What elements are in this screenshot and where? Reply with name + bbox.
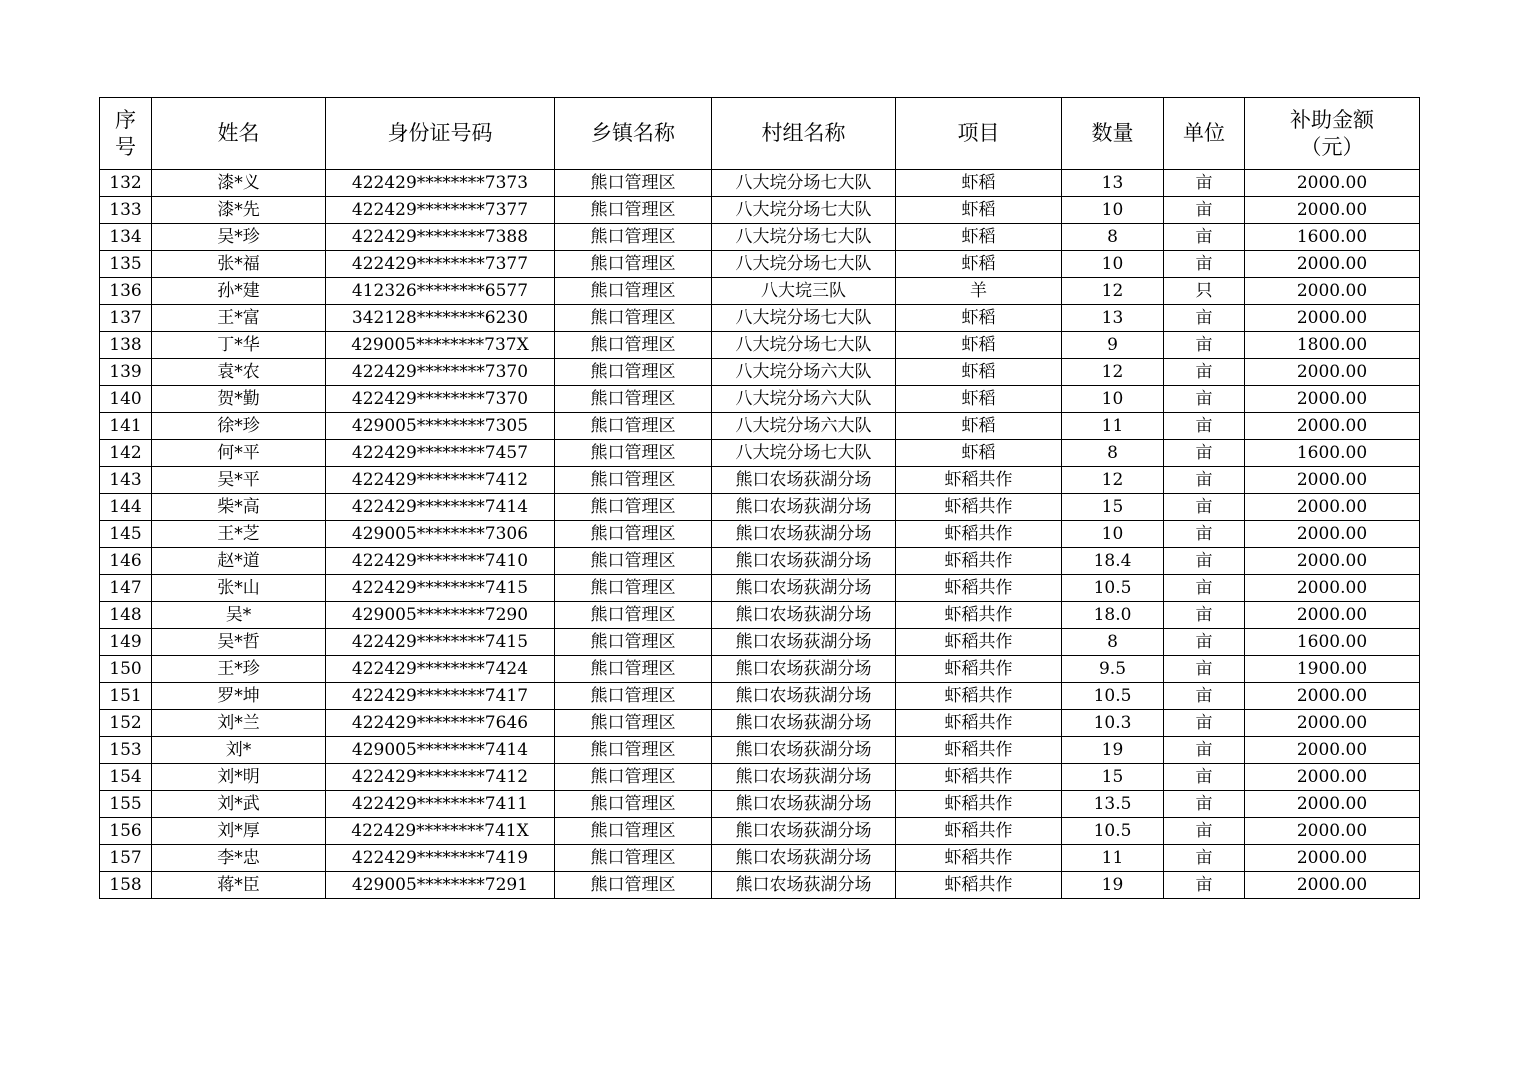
cell-project: 虾稻共作: [896, 656, 1062, 683]
cell-village: 八大垸分场六大队: [712, 359, 896, 386]
cell-quantity: 10: [1062, 251, 1164, 278]
cell-village: 熊口农场荻湖分场: [712, 467, 896, 494]
cell-amount: 1600.00: [1245, 224, 1420, 251]
cell-township: 熊口管理区: [555, 575, 712, 602]
cell-village: 熊口农场荻湖分场: [712, 494, 896, 521]
cell-name: 蒋*臣: [152, 872, 326, 899]
cell-unit: 亩: [1164, 467, 1245, 494]
cell-unit: 亩: [1164, 413, 1245, 440]
cell-name: 张*山: [152, 575, 326, 602]
cell-unit: 亩: [1164, 656, 1245, 683]
header-seq-line1: 序: [115, 107, 136, 132]
cell-township: 熊口管理区: [555, 170, 712, 197]
cell-village: 八大垸分场七大队: [712, 440, 896, 467]
header-amount: [1245, 98, 1420, 170]
cell-village: 熊口农场荻湖分场: [712, 737, 896, 764]
table-row: [100, 845, 1420, 872]
table-row: [100, 305, 1420, 332]
table-row: [100, 224, 1420, 251]
table-row: [100, 197, 1420, 224]
table-row: [100, 170, 1420, 197]
cell-township: 熊口管理区: [555, 683, 712, 710]
cell-quantity: 10: [1062, 386, 1164, 413]
cell-quantity: 15: [1062, 764, 1164, 791]
cell-id-number: 429005********7306: [326, 521, 555, 548]
cell-quantity: 12: [1062, 359, 1164, 386]
cell-quantity: 10.3: [1062, 710, 1164, 737]
cell-quantity: 10.5: [1062, 575, 1164, 602]
cell-name: 刘*: [152, 737, 326, 764]
cell-project: 虾稻共作: [896, 710, 1062, 737]
cell-id-number: 422429********7414: [326, 494, 555, 521]
cell-project: 虾稻共作: [896, 548, 1062, 575]
cell-village: 八大垸分场七大队: [712, 197, 896, 224]
cell-quantity: 8: [1062, 440, 1164, 467]
cell-project: 虾稻共作: [896, 683, 1062, 710]
cell-quantity: 13.5: [1062, 791, 1164, 818]
cell-project: 虾稻共作: [896, 764, 1062, 791]
cell-quantity: 10.5: [1062, 683, 1164, 710]
cell-seq: 148: [100, 602, 152, 629]
cell-quantity: 19: [1062, 872, 1164, 899]
cell-amount: 1600.00: [1245, 440, 1420, 467]
cell-unit: 亩: [1164, 170, 1245, 197]
cell-amount: 2000.00: [1245, 845, 1420, 872]
cell-amount: 2000.00: [1245, 467, 1420, 494]
cell-project: 虾稻: [896, 305, 1062, 332]
cell-seq: 140: [100, 386, 152, 413]
cell-township: 熊口管理区: [555, 413, 712, 440]
cell-township: 熊口管理区: [555, 359, 712, 386]
cell-quantity: 15: [1062, 494, 1164, 521]
cell-quantity: 12: [1062, 467, 1164, 494]
cell-amount: 2000.00: [1245, 548, 1420, 575]
cell-id-number: 422429********7388: [326, 224, 555, 251]
cell-village: 熊口农场荻湖分场: [712, 845, 896, 872]
cell-project: 虾稻共作: [896, 737, 1062, 764]
cell-id-number: 429005********7291: [326, 872, 555, 899]
cell-quantity: 10: [1062, 521, 1164, 548]
cell-township: 熊口管理区: [555, 224, 712, 251]
cell-unit: 亩: [1164, 197, 1245, 224]
cell-seq: 145: [100, 521, 152, 548]
table-row: [100, 683, 1420, 710]
table-row: [100, 359, 1420, 386]
cell-township: 熊口管理区: [555, 440, 712, 467]
cell-unit: 亩: [1164, 359, 1245, 386]
cell-id-number: 429005********7305: [326, 413, 555, 440]
cell-township: 熊口管理区: [555, 305, 712, 332]
cell-amount: 1900.00: [1245, 656, 1420, 683]
cell-amount: 2000.00: [1245, 359, 1420, 386]
cell-project: 虾稻: [896, 170, 1062, 197]
cell-id-number: 422429********7411: [326, 791, 555, 818]
cell-amount: 2000.00: [1245, 386, 1420, 413]
cell-quantity: 13: [1062, 170, 1164, 197]
cell-quantity: 12: [1062, 278, 1164, 305]
cell-unit: 亩: [1164, 791, 1245, 818]
table-row: [100, 548, 1420, 575]
cell-seq: 143: [100, 467, 152, 494]
cell-project: 虾稻共作: [896, 818, 1062, 845]
cell-name: 王*富: [152, 305, 326, 332]
cell-township: 熊口管理区: [555, 467, 712, 494]
cell-seq: 152: [100, 710, 152, 737]
cell-amount: 2000.00: [1245, 872, 1420, 899]
cell-township: 熊口管理区: [555, 629, 712, 656]
cell-village: 熊口农场荻湖分场: [712, 764, 896, 791]
table-row: [100, 629, 1420, 656]
cell-quantity: 8: [1062, 629, 1164, 656]
cell-unit: 亩: [1164, 332, 1245, 359]
cell-township: 熊口管理区: [555, 845, 712, 872]
table-row: [100, 251, 1420, 278]
table-row: [100, 737, 1420, 764]
cell-id-number: 422429********7410: [326, 548, 555, 575]
cell-id-number: 422429********741X: [326, 818, 555, 845]
cell-township: 熊口管理区: [555, 494, 712, 521]
cell-village: 熊口农场荻湖分场: [712, 710, 896, 737]
cell-amount: 2000.00: [1245, 494, 1420, 521]
header-quantity: 数量: [1062, 98, 1164, 170]
cell-project: 虾稻共作: [896, 791, 1062, 818]
cell-seq: 132: [100, 170, 152, 197]
cell-quantity: 11: [1062, 845, 1164, 872]
cell-amount: 2000.00: [1245, 791, 1420, 818]
table-row: [100, 818, 1420, 845]
table-body: [100, 170, 1420, 899]
cell-name: 李*忠: [152, 845, 326, 872]
cell-unit: 亩: [1164, 305, 1245, 332]
cell-name: 刘*厚: [152, 818, 326, 845]
cell-amount: 2000.00: [1245, 764, 1420, 791]
cell-township: 熊口管理区: [555, 818, 712, 845]
cell-village: 八大垸分场七大队: [712, 251, 896, 278]
cell-project: 虾稻共作: [896, 629, 1062, 656]
cell-township: 熊口管理区: [555, 764, 712, 791]
cell-name: 孙*建: [152, 278, 326, 305]
table-header-row: [100, 98, 1420, 170]
header-name: 姓名: [152, 98, 326, 170]
table-row: [100, 440, 1420, 467]
cell-project: 虾稻: [896, 332, 1062, 359]
cell-id-number: 422429********7412: [326, 467, 555, 494]
table-row: [100, 494, 1420, 521]
cell-township: 熊口管理区: [555, 386, 712, 413]
cell-name: 王*珍: [152, 656, 326, 683]
cell-village: 八大垸分场六大队: [712, 413, 896, 440]
cell-village: 熊口农场荻湖分场: [712, 791, 896, 818]
cell-quantity: 13: [1062, 305, 1164, 332]
cell-project: 虾稻共作: [896, 575, 1062, 602]
table-row: [100, 413, 1420, 440]
table-row: [100, 575, 1420, 602]
cell-id-number: 422429********7424: [326, 656, 555, 683]
cell-name: 刘*武: [152, 791, 326, 818]
cell-name: 吴*平: [152, 467, 326, 494]
cell-seq: 135: [100, 251, 152, 278]
cell-id-number: 422429********7370: [326, 386, 555, 413]
cell-unit: 亩: [1164, 845, 1245, 872]
cell-township: 熊口管理区: [555, 602, 712, 629]
cell-village: 八大垸分场六大队: [712, 386, 896, 413]
table-row: [100, 332, 1420, 359]
cell-id-number: 422429********7417: [326, 683, 555, 710]
cell-id-number: 342128********6230: [326, 305, 555, 332]
cell-unit: 亩: [1164, 494, 1245, 521]
table-row: [100, 467, 1420, 494]
cell-seq: 156: [100, 818, 152, 845]
cell-project: 羊: [896, 278, 1062, 305]
cell-unit: 亩: [1164, 548, 1245, 575]
cell-village: 八大垸分场七大队: [712, 170, 896, 197]
cell-id-number: 429005********737X: [326, 332, 555, 359]
cell-project: 虾稻共作: [896, 872, 1062, 899]
cell-id-number: 422429********7373: [326, 170, 555, 197]
cell-project: 虾稻共作: [896, 467, 1062, 494]
cell-quantity: 10.5: [1062, 818, 1164, 845]
cell-quantity: 18.0: [1062, 602, 1164, 629]
cell-unit: 亩: [1164, 710, 1245, 737]
table-row: [100, 791, 1420, 818]
cell-name: 吴*珍: [152, 224, 326, 251]
cell-name: 漆*先: [152, 197, 326, 224]
cell-township: 熊口管理区: [555, 548, 712, 575]
cell-project: 虾稻: [896, 359, 1062, 386]
cell-unit: 亩: [1164, 251, 1245, 278]
cell-name: 张*福: [152, 251, 326, 278]
cell-seq: 157: [100, 845, 152, 872]
cell-id-number: 422429********7412: [326, 764, 555, 791]
header-amount-line1: 补助金额: [1290, 107, 1374, 132]
cell-seq: 133: [100, 197, 152, 224]
cell-unit: 亩: [1164, 683, 1245, 710]
header-village: 村组名称: [712, 98, 896, 170]
cell-id-number: 412326********6577: [326, 278, 555, 305]
cell-project: 虾稻: [896, 386, 1062, 413]
cell-village: 熊口农场荻湖分场: [712, 548, 896, 575]
table-row: [100, 386, 1420, 413]
cell-project: 虾稻: [896, 440, 1062, 467]
header-seq-line2: 号: [115, 134, 136, 159]
cell-amount: 2000.00: [1245, 278, 1420, 305]
cell-project: 虾稻共作: [896, 602, 1062, 629]
cell-unit: 亩: [1164, 386, 1245, 413]
cell-village: 熊口农场荻湖分场: [712, 683, 896, 710]
cell-township: 熊口管理区: [555, 872, 712, 899]
cell-township: 熊口管理区: [555, 197, 712, 224]
cell-project: 虾稻: [896, 224, 1062, 251]
cell-seq: 142: [100, 440, 152, 467]
cell-unit: 亩: [1164, 575, 1245, 602]
cell-township: 熊口管理区: [555, 710, 712, 737]
cell-village: 熊口农场荻湖分场: [712, 629, 896, 656]
header-amount-line2: （元）: [1300, 134, 1364, 159]
cell-id-number: 422429********7377: [326, 251, 555, 278]
cell-project: 虾稻共作: [896, 494, 1062, 521]
cell-id-number: 422429********7370: [326, 359, 555, 386]
header-seq: [100, 98, 152, 170]
cell-seq: 155: [100, 791, 152, 818]
cell-unit: 亩: [1164, 818, 1245, 845]
cell-seq: 158: [100, 872, 152, 899]
cell-seq: 153: [100, 737, 152, 764]
cell-township: 熊口管理区: [555, 791, 712, 818]
table-row: [100, 656, 1420, 683]
cell-unit: 亩: [1164, 737, 1245, 764]
cell-name: 赵*道: [152, 548, 326, 575]
cell-id-number: 429005********7290: [326, 602, 555, 629]
cell-township: 熊口管理区: [555, 332, 712, 359]
table-row: [100, 521, 1420, 548]
cell-unit: 亩: [1164, 872, 1245, 899]
cell-village: 熊口农场荻湖分场: [712, 602, 896, 629]
cell-seq: 139: [100, 359, 152, 386]
cell-seq: 136: [100, 278, 152, 305]
cell-project: 虾稻共作: [896, 845, 1062, 872]
cell-unit: 亩: [1164, 521, 1245, 548]
cell-name: 刘*明: [152, 764, 326, 791]
cell-seq: 149: [100, 629, 152, 656]
cell-amount: 2000.00: [1245, 602, 1420, 629]
cell-unit: 亩: [1164, 224, 1245, 251]
cell-amount: 2000.00: [1245, 521, 1420, 548]
cell-amount: 2000.00: [1245, 818, 1420, 845]
cell-project: 虾稻: [896, 251, 1062, 278]
cell-amount: 2000.00: [1245, 710, 1420, 737]
cell-amount: 2000.00: [1245, 197, 1420, 224]
cell-village: 八大垸分场七大队: [712, 224, 896, 251]
header-township: 乡镇名称: [555, 98, 712, 170]
cell-quantity: 18.4: [1062, 548, 1164, 575]
cell-township: 熊口管理区: [555, 656, 712, 683]
header-id-number: 身份证号码: [326, 98, 555, 170]
cell-unit: 只: [1164, 278, 1245, 305]
cell-amount: 2000.00: [1245, 251, 1420, 278]
cell-id-number: 422429********7646: [326, 710, 555, 737]
table-row: [100, 710, 1420, 737]
cell-village: 八大垸三队: [712, 278, 896, 305]
cell-seq: 150: [100, 656, 152, 683]
cell-township: 熊口管理区: [555, 251, 712, 278]
cell-village: 熊口农场荻湖分场: [712, 656, 896, 683]
cell-amount: 2000.00: [1245, 413, 1420, 440]
cell-project: 虾稻共作: [896, 521, 1062, 548]
cell-project: 虾稻: [896, 413, 1062, 440]
cell-project: 虾稻: [896, 197, 1062, 224]
cell-amount: 2000.00: [1245, 575, 1420, 602]
table-row: [100, 278, 1420, 305]
cell-name: 徐*珍: [152, 413, 326, 440]
cell-name: 刘*兰: [152, 710, 326, 737]
cell-seq: 137: [100, 305, 152, 332]
cell-village: 熊口农场荻湖分场: [712, 872, 896, 899]
cell-name: 何*平: [152, 440, 326, 467]
table-row: [100, 872, 1420, 899]
cell-amount: 2000.00: [1245, 305, 1420, 332]
header-project: 项目: [896, 98, 1062, 170]
cell-id-number: 429005********7414: [326, 737, 555, 764]
cell-seq: 154: [100, 764, 152, 791]
cell-amount: 2000.00: [1245, 683, 1420, 710]
cell-quantity: 11: [1062, 413, 1164, 440]
cell-seq: 147: [100, 575, 152, 602]
cell-village: 熊口农场荻湖分场: [712, 575, 896, 602]
cell-seq: 141: [100, 413, 152, 440]
cell-name: 罗*坤: [152, 683, 326, 710]
cell-seq: 151: [100, 683, 152, 710]
cell-name: 袁*农: [152, 359, 326, 386]
cell-name: 贺*勤: [152, 386, 326, 413]
cell-seq: 138: [100, 332, 152, 359]
cell-village: 熊口农场荻湖分场: [712, 818, 896, 845]
cell-name: 吴*哲: [152, 629, 326, 656]
cell-id-number: 422429********7415: [326, 575, 555, 602]
cell-amount: 1800.00: [1245, 332, 1420, 359]
cell-amount: 1600.00: [1245, 629, 1420, 656]
cell-township: 熊口管理区: [555, 737, 712, 764]
cell-quantity: 9.5: [1062, 656, 1164, 683]
cell-unit: 亩: [1164, 629, 1245, 656]
cell-village: 八大垸分场七大队: [712, 305, 896, 332]
cell-seq: 144: [100, 494, 152, 521]
cell-name: 柴*高: [152, 494, 326, 521]
cell-seq: 146: [100, 548, 152, 575]
cell-village: 八大垸分场七大队: [712, 332, 896, 359]
cell-name: 吴*: [152, 602, 326, 629]
cell-id-number: 422429********7419: [326, 845, 555, 872]
header-unit: 单位: [1164, 98, 1245, 170]
cell-quantity: 10: [1062, 197, 1164, 224]
cell-quantity: 8: [1062, 224, 1164, 251]
cell-seq: 134: [100, 224, 152, 251]
cell-amount: 2000.00: [1245, 170, 1420, 197]
cell-id-number: 422429********7377: [326, 197, 555, 224]
cell-id-number: 422429********7415: [326, 629, 555, 656]
table-row: [100, 602, 1420, 629]
cell-unit: 亩: [1164, 764, 1245, 791]
table-row: [100, 764, 1420, 791]
subsidy-table: [99, 97, 1420, 899]
cell-name: 丁*华: [152, 332, 326, 359]
cell-township: 熊口管理区: [555, 278, 712, 305]
cell-unit: 亩: [1164, 440, 1245, 467]
cell-village: 熊口农场荻湖分场: [712, 521, 896, 548]
cell-id-number: 422429********7457: [326, 440, 555, 467]
cell-quantity: 9: [1062, 332, 1164, 359]
cell-name: 王*芝: [152, 521, 326, 548]
cell-quantity: 19: [1062, 737, 1164, 764]
cell-name: 漆*义: [152, 170, 326, 197]
cell-unit: 亩: [1164, 602, 1245, 629]
cell-township: 熊口管理区: [555, 521, 712, 548]
cell-amount: 2000.00: [1245, 737, 1420, 764]
